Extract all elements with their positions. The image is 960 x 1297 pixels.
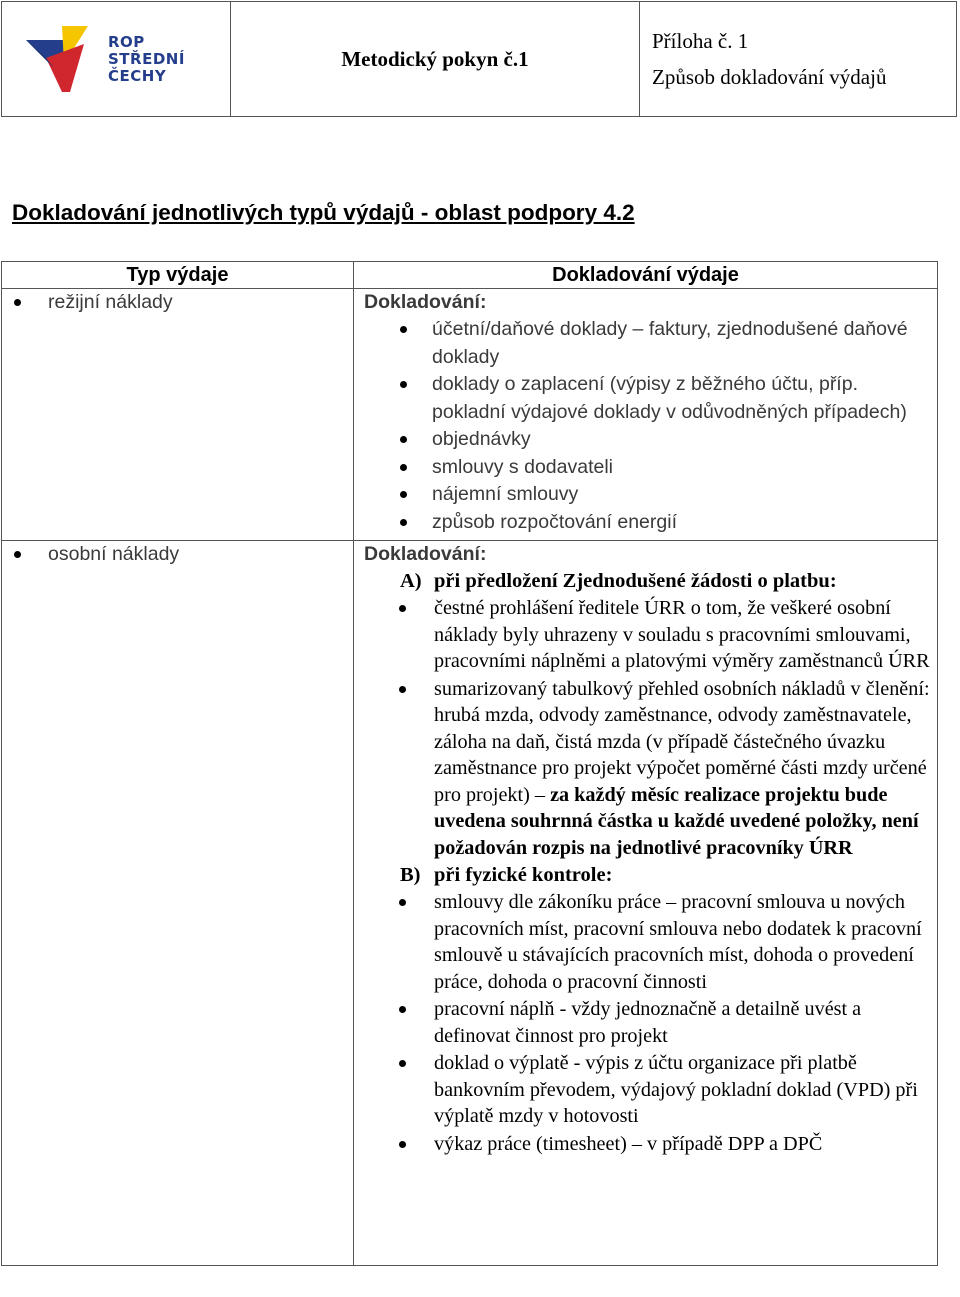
- rop-logo: [2, 2, 230, 116]
- list-item: nájemní smlouvy: [354, 481, 937, 509]
- column-header-documentation: Dokladování výdaje: [354, 262, 938, 289]
- rop-logo-emblem-icon: [24, 24, 104, 94]
- list-item: způsob rozpočtování energií: [354, 509, 937, 537]
- table-row: [2, 541, 938, 1266]
- section-b-heading: [354, 862, 937, 889]
- logo-cell: [2, 2, 231, 117]
- logo-line-3: ČECHY: [108, 66, 167, 85]
- logo-line-1: ROP: [108, 32, 145, 51]
- list-item: účetní/daňové doklady – faktury, zjednodušené daňové doklady: [354, 316, 937, 371]
- section-a-title: při předložení Zjednodušené žádosti o platbu:: [434, 570, 837, 592]
- documentation-heading: Dokladování:: [364, 291, 487, 313]
- section-a-heading: [354, 568, 937, 595]
- section-b-title: při fyzické kontrole:: [434, 864, 613, 886]
- expense-type: režijní náklady: [2, 289, 353, 316]
- logo-line-2: STŘEDNÍ: [108, 49, 185, 68]
- list-item: doklad o výplatě - výpis z účtu organizace při platbě bankovním převodem, výdajový pokladní doklad (VPD) při výplatě mzdy v hotovosti: [354, 1050, 937, 1130]
- annex-subtitle: Způsob dokladování výdajů: [652, 65, 887, 89]
- list-item: [354, 676, 937, 862]
- table-header-row: [2, 262, 938, 289]
- list-item: objednávky: [354, 426, 937, 454]
- expense-type-cell: [2, 541, 354, 1266]
- documentation-cell: [354, 541, 938, 1266]
- document-title: Metodický pokyn č.1: [231, 2, 640, 117]
- section-b-list: [354, 889, 937, 1157]
- documentation-list: [354, 316, 937, 536]
- list-item: pracovní náplň - vždy jednoznačně a detailně uvést a definovat činnost pro projekt: [354, 996, 937, 1049]
- annex-number: Příloha č. 1: [652, 29, 749, 53]
- documentation-heading: Dokladování:: [364, 543, 487, 565]
- section-b-letter: B): [400, 864, 421, 886]
- table-row: [2, 289, 938, 541]
- header-table: [1, 1, 957, 117]
- section-a-letter: A): [400, 570, 422, 592]
- expense-table: [1, 261, 938, 1266]
- list-item: čestné prohlášení ředitele ÚRR o tom, že veškeré osobní náklady byly uhrazeny v souladu s pracovními smlouvami, pracovními náplněmi a platovými výměry zaměstnanců ÚRR: [354, 595, 937, 675]
- list-item: výkaz práce (timesheet) – v případě DPP a DPČ: [354, 1131, 937, 1158]
- list-item: smlouvy dle zákoníku práce – pracovní smlouva u nových pracovních míst, pracovní smlouva nebo dodatek k pracovní smlouvě u stávajících pracovních míst, dohoda o provedení práce, dohoda o pracovní činnosti: [354, 889, 937, 995]
- section-title: Dokladování jednotlivých typů výdajů - oblast podpory 4.2: [12, 200, 635, 225]
- documentation-cell: [354, 289, 938, 541]
- section-a-list: [354, 595, 937, 861]
- list-item: smlouvy s dodavateli: [354, 454, 937, 482]
- list-item-text: sumarizovaný tabulkový přehled osobních nákladů v členění: hrubá mzda, odvody zaměstnance, odvody zaměstnavatele, záloha na daň, čistá mzda (v případě částečného úvazku zaměstnance pro projekt výpočet poměrné části mzdy určené pro projekt) –: [434, 677, 930, 806]
- expense-type-cell: [2, 289, 354, 541]
- column-header-type: Typ výdaje: [2, 262, 354, 289]
- list-item-emphasis: za každý měsíc realizace projektu bude uvedena souhrnná částka u každé uvedené položky, není požadován rozpis na jednotlivé pracovníky ÚRR: [434, 783, 919, 859]
- expense-type: osobní náklady: [2, 541, 353, 568]
- annex-cell: [640, 2, 957, 117]
- list-item: doklady o zaplacení (výpisy z běžného účtu, příp. pokladní výdajové doklady v odůvodněných případech): [354, 371, 937, 426]
